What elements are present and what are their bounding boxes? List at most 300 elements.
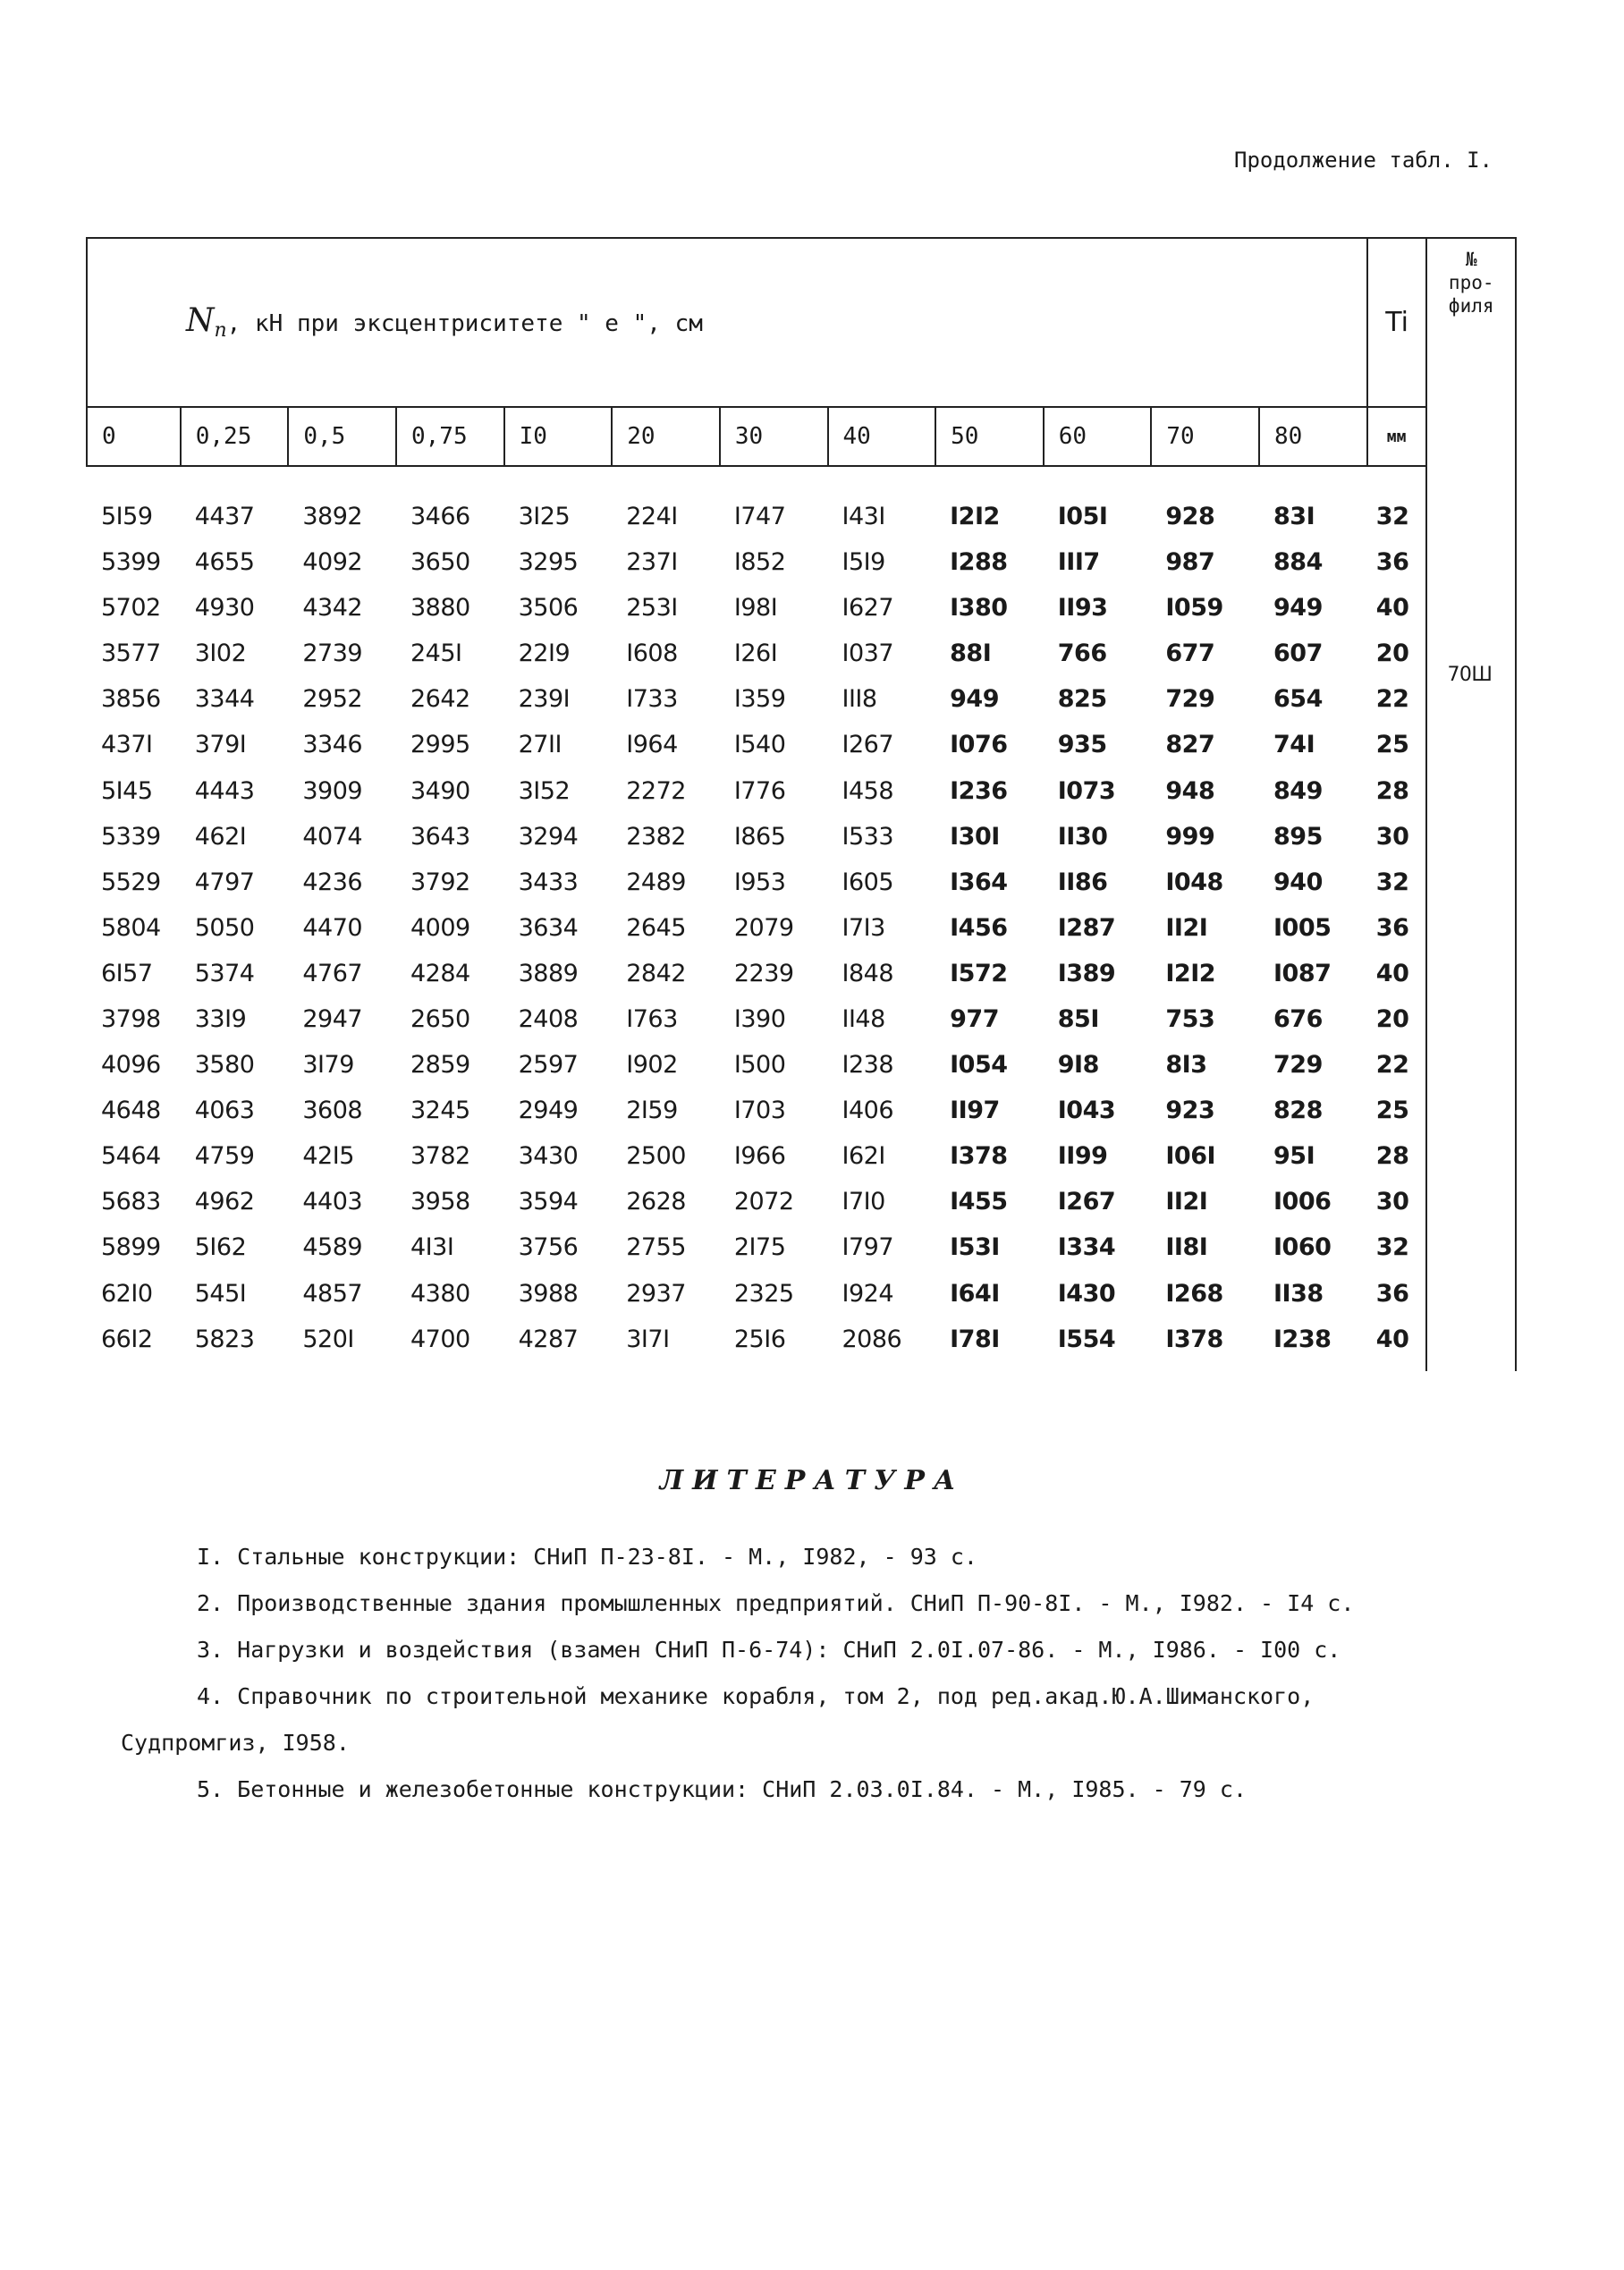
value-cell: II2I [1165, 1188, 1208, 1216]
value-cell: I059 [1165, 594, 1223, 623]
value-cell: 9I8 [1057, 1051, 1099, 1080]
value-cell: 2739 [302, 639, 363, 668]
table-title [87, 238, 1367, 407]
value-cell: 2937 [626, 1279, 686, 1308]
value-cell: 2272 [626, 776, 686, 805]
value-cell: I733 [626, 685, 678, 714]
value-cell: 2650 [410, 1004, 470, 1033]
value-cell: 4009 [410, 913, 470, 942]
literature-list [121, 1534, 1467, 1813]
value-cell: 2086 [842, 1325, 902, 1353]
e-header-cell: 0,5 [288, 407, 396, 466]
value-cell: 3490 [410, 776, 470, 805]
value-cell: 923 [1165, 1097, 1215, 1125]
value-cell: II99 [1057, 1142, 1108, 1171]
value-cell: 74I [1273, 731, 1315, 759]
value-cell: 4236 [302, 868, 363, 896]
value-cell: 3245 [410, 1097, 470, 1125]
value-cell: 62I0 [101, 1279, 153, 1308]
value-cell: 520I [302, 1325, 354, 1353]
literature-item-text: 2. Производственные здания промышленных предприятий. СНиП П-90-8I. - М., I982. - I4 с. [197, 1590, 1355, 1616]
value-cell: III7 [1057, 548, 1100, 577]
value-cell: I268 [1165, 1279, 1223, 1308]
value-cell: I703 [733, 1097, 786, 1125]
value-cell: 33I9 [194, 1004, 247, 1033]
value-cell: I30I [950, 822, 1000, 851]
table-row [87, 539, 1516, 585]
value-cell: 5050 [194, 913, 255, 942]
value-cell: 677 [1165, 639, 1215, 668]
value-cell: 5529 [101, 868, 161, 896]
value-cell: 6I57 [101, 959, 153, 987]
value-cell: I78I [950, 1325, 1000, 1353]
value-cell: 3909 [302, 776, 363, 805]
thickness-cell: 22 [1367, 1042, 1427, 1088]
table-row [87, 951, 1516, 996]
value-cell: 3I52 [518, 776, 571, 805]
literature-item-text: 4. Справочник по строительной механике корабля, том 2, под ред.акад.Ю.А.Шиманcкого, [197, 1683, 1315, 1709]
thickness-cell: 40 [1367, 585, 1427, 631]
value-cell: I608 [626, 639, 678, 668]
eccentricity-header-row [87, 407, 1516, 466]
value-cell: 4797 [194, 868, 255, 896]
e-header-cell: 20 [612, 407, 720, 466]
value-cell: 3608 [302, 1097, 363, 1125]
value-cell: 85I [1057, 1004, 1099, 1033]
value-cell: I455 [950, 1188, 1008, 1216]
table-row [87, 722, 1516, 767]
value-cell: 4380 [410, 1279, 470, 1308]
value-cell: II38 [1273, 1279, 1324, 1308]
value-cell: II8I [1165, 1233, 1208, 1262]
value-cell: 88I [950, 639, 992, 668]
value-cell: 95I [1273, 1142, 1315, 1171]
profile-header-line: № [1465, 249, 1477, 270]
value-cell: I364 [950, 868, 1008, 896]
value-cell: I236 [950, 776, 1008, 805]
profile-header-line: про- [1448, 272, 1494, 293]
e-header-cell: 30 [720, 407, 828, 466]
value-cell: I238 [1273, 1325, 1332, 1353]
literature-item-text: I. Стальные конструкции: СНиП П-23-8I. - М., I982, - 93 с. [197, 1544, 977, 1570]
value-cell: 3889 [518, 959, 579, 987]
value-cell: I848 [842, 959, 893, 987]
value-cell: 3344 [194, 685, 255, 714]
value-cell: 2382 [626, 822, 686, 851]
value-cell: 3756 [518, 1233, 579, 1262]
e-header-cell: 70 [1151, 407, 1259, 466]
value-cell: 3792 [410, 868, 470, 896]
value-cell: 2597 [518, 1051, 579, 1080]
thickness-cell: 20 [1367, 631, 1427, 676]
value-cell: I572 [950, 959, 1008, 987]
value-cell: 827 [1165, 731, 1215, 759]
value-cell: 4403 [302, 1188, 363, 1216]
force-symbol: N [186, 302, 215, 340]
value-cell: I378 [950, 1142, 1008, 1171]
e-header-cell: 0,25 [181, 407, 289, 466]
value-cell: I060 [1273, 1233, 1332, 1262]
value-cell: 2949 [518, 1097, 579, 1125]
value-cell: I267 [1057, 1188, 1116, 1216]
value-cell: 3I79 [302, 1051, 354, 1080]
literature-item [197, 1766, 1467, 1813]
value-cell: 3I02 [194, 639, 247, 668]
value-cell: II97 [950, 1097, 1000, 1125]
continuation-label: Продолжение табл. I. [1234, 148, 1493, 173]
value-cell: 4287 [518, 1325, 579, 1353]
value-cell: I076 [950, 731, 1008, 759]
table-row [87, 676, 1516, 722]
value-cell: 5I62 [194, 1233, 247, 1262]
eccentricity-table [86, 237, 1517, 1371]
value-cell: 3634 [518, 913, 579, 942]
value-cell: 2842 [626, 959, 686, 987]
value-cell: 25I6 [733, 1325, 786, 1353]
force-subscript: n [214, 319, 227, 343]
value-cell: I902 [626, 1051, 678, 1080]
value-cell: I797 [842, 1233, 893, 1262]
value-cell: I380 [950, 594, 1008, 623]
value-cell: I627 [842, 594, 893, 623]
value-cell: I430 [1057, 1279, 1116, 1308]
value-cell: 3433 [518, 868, 579, 896]
value-cell: 5899 [101, 1233, 161, 1262]
value-cell: I390 [733, 1004, 786, 1033]
literature-title: ЛИТЕРАТУРА [659, 1465, 965, 1496]
value-cell: 729 [1165, 685, 1215, 714]
thickness-cell: 28 [1367, 1133, 1427, 1179]
value-cell: 895 [1273, 822, 1323, 851]
value-cell: 3466 [410, 503, 470, 530]
value-cell: 999 [1165, 822, 1215, 851]
value-cell: 949 [950, 685, 999, 714]
value-cell: 884 [1273, 548, 1323, 577]
value-cell: 940 [1273, 868, 1323, 896]
thickness-cell: 32 [1367, 860, 1427, 905]
value-cell: I605 [842, 868, 893, 896]
value-cell: 4648 [101, 1097, 161, 1125]
table-row [87, 1042, 1516, 1088]
value-cell: I005 [1273, 913, 1332, 942]
value-cell: 2755 [626, 1233, 686, 1262]
value-cell: I06I [1165, 1142, 1216, 1171]
value-cell: I776 [733, 776, 786, 805]
value-cell: 462I [194, 822, 247, 851]
value-cell: 2072 [733, 1188, 794, 1216]
value-cell: 654 [1273, 685, 1323, 714]
value-cell: 935 [1057, 731, 1107, 759]
value-cell: 3430 [518, 1142, 579, 1171]
value-cell: 3958 [410, 1188, 470, 1216]
value-cell: 849 [1273, 776, 1323, 805]
value-cell: II93 [1057, 594, 1108, 623]
table-row [87, 1224, 1516, 1270]
table-row [87, 1179, 1516, 1224]
literature-item [121, 1673, 1467, 1766]
value-cell: I456 [950, 913, 1008, 942]
value-cell: 825 [1057, 685, 1107, 714]
value-cell: 4759 [194, 1142, 255, 1171]
thickness-cell: 32 [1367, 1224, 1427, 1270]
value-cell: 4284 [410, 959, 470, 987]
value-cell: I043 [1057, 1097, 1116, 1125]
table-row [87, 631, 1516, 676]
e-header-cell: 40 [828, 407, 936, 466]
value-cell: I406 [842, 1097, 893, 1125]
value-cell: I054 [950, 1051, 1008, 1080]
value-cell: 828 [1273, 1097, 1323, 1125]
value-cell: I238 [842, 1051, 893, 1080]
value-cell: 66I2 [101, 1325, 153, 1353]
value-cell: III8 [842, 685, 877, 714]
profile-cell [1426, 466, 1516, 1371]
value-cell: I7I3 [842, 913, 885, 942]
value-cell: I966 [733, 1142, 786, 1171]
value-cell: 4092 [302, 548, 363, 577]
value-cell: I073 [1057, 776, 1116, 805]
table-row [87, 1271, 1516, 1317]
thickness-cell: 36 [1367, 1271, 1427, 1317]
e-header-cell: 60 [1044, 407, 1152, 466]
value-cell: I554 [1057, 1325, 1116, 1353]
value-cell: 676 [1273, 1004, 1323, 1033]
table-row [87, 860, 1516, 905]
value-cell: 83I [1273, 503, 1315, 530]
value-cell: 4962 [194, 1188, 255, 1216]
table-body [87, 466, 1516, 1371]
value-cell: 3782 [410, 1142, 470, 1171]
value-cell: I53I [950, 1233, 1000, 1262]
profile-header [1426, 238, 1516, 466]
value-cell: I865 [733, 822, 786, 851]
thickness-cell: 25 [1367, 1088, 1427, 1133]
value-cell: 3295 [518, 548, 579, 577]
value-cell: I953 [733, 868, 786, 896]
value-cell: 239I [518, 685, 571, 714]
table-row [87, 1133, 1516, 1179]
value-cell: 3506 [518, 594, 579, 623]
value-cell: I43I [842, 503, 885, 530]
literature-item-continuation: Судпромгиз, I958. [121, 1730, 350, 1756]
value-cell: 2645 [626, 913, 686, 942]
value-cell: 22I9 [518, 639, 571, 668]
value-cell: I2I2 [1165, 959, 1216, 987]
value-cell: 4655 [194, 548, 255, 577]
table-row [87, 814, 1516, 860]
mm-header: мм [1367, 407, 1427, 466]
value-cell: I006 [1273, 1188, 1332, 1216]
table-row [87, 1317, 1516, 1371]
value-cell: 2325 [733, 1279, 794, 1308]
value-cell: 437I [101, 731, 153, 759]
profile-value: 70Ш [1447, 664, 1493, 687]
value-cell: 4930 [194, 594, 255, 623]
value-cell: I2I2 [950, 503, 1000, 530]
value-cell: 3I25 [518, 503, 571, 530]
value-cell: 977 [950, 1004, 999, 1033]
value-cell: I62I [842, 1142, 885, 1171]
value-cell: 3856 [101, 685, 161, 714]
value-cell: 2995 [410, 731, 470, 759]
value-cell: I334 [1057, 1233, 1116, 1262]
value-cell: I7I0 [842, 1188, 885, 1216]
thickness-cell: 36 [1367, 905, 1427, 951]
value-cell: 3594 [518, 1188, 579, 1216]
e-header-cell: 80 [1259, 407, 1367, 466]
literature-item-text: 3. Нагрузки и воздействия (взамен СНиП П-6-74): СНиП 2.0I.07-86. - М., I986. - I00 с. [197, 1637, 1341, 1663]
value-cell: 545I [194, 1279, 247, 1308]
value-cell: 2628 [626, 1188, 686, 1216]
value-cell: 5399 [101, 548, 161, 577]
thickness-cell: 28 [1367, 767, 1427, 813]
value-cell: 766 [1057, 639, 1107, 668]
literature-item [197, 1580, 1467, 1627]
thickness-cell: 36 [1367, 539, 1427, 585]
literature-item-text: 5. Бетонные и железобетонные конструкции: СНиП 2.03.0I.84. - М., I985. - 79 с. [197, 1776, 1247, 1802]
e-header-cell: 50 [935, 407, 1044, 466]
value-cell: 3346 [302, 731, 363, 759]
value-cell: 4I3I [410, 1233, 454, 1262]
value-cell: 948 [1165, 776, 1215, 805]
value-cell: 3I7I [626, 1325, 670, 1353]
value-cell: 3294 [518, 822, 579, 851]
value-cell: 729 [1273, 1051, 1323, 1080]
value-cell: I500 [733, 1051, 786, 1080]
value-cell: I288 [950, 548, 1008, 577]
value-cell: 245I [410, 639, 462, 668]
value-cell: I458 [842, 776, 893, 805]
table-title-text: , кН при эксцентриситете " e ", см [226, 310, 703, 338]
value-cell: 2500 [626, 1142, 686, 1171]
thickness-cell: 25 [1367, 722, 1427, 767]
value-cell: 8I3 [1165, 1051, 1207, 1080]
value-cell: 5823 [194, 1325, 255, 1353]
table-row [87, 1088, 1516, 1133]
value-cell: I05I [1057, 503, 1108, 530]
value-cell: 4589 [302, 1233, 363, 1262]
value-cell: 928 [1165, 503, 1215, 530]
value-cell: 253I [626, 594, 678, 623]
value-cell: 2079 [733, 913, 794, 942]
value-cell: 4342 [302, 594, 363, 623]
value-cell: 3988 [518, 1279, 579, 1308]
value-cell: 3643 [410, 822, 470, 851]
value-cell: I533 [842, 822, 893, 851]
value-cell: 3650 [410, 548, 470, 577]
value-cell: 4063 [194, 1097, 255, 1125]
thickness-cell: 30 [1367, 1179, 1427, 1224]
value-cell: 5I59 [101, 503, 153, 530]
value-cell: 4437 [194, 503, 255, 530]
value-cell: 5464 [101, 1142, 161, 1171]
value-cell: 5702 [101, 594, 161, 623]
value-cell: II2I [1165, 913, 1208, 942]
value-cell: I26I [733, 639, 778, 668]
value-cell: 5683 [101, 1188, 161, 1216]
thickness-cell: 40 [1367, 1317, 1427, 1371]
value-cell: 4443 [194, 776, 255, 805]
value-cell: II48 [842, 1004, 885, 1033]
value-cell: 5804 [101, 913, 161, 942]
value-cell: 42I5 [302, 1142, 354, 1171]
value-cell: I747 [733, 503, 786, 530]
value-cell: 2408 [518, 1004, 579, 1033]
value-cell: I98I [733, 594, 778, 623]
value-cell: I378 [1165, 1325, 1223, 1353]
value-cell: I359 [733, 685, 786, 714]
e-header-cell: 0,75 [396, 407, 504, 466]
value-cell: 2489 [626, 868, 686, 896]
value-cell: 5I45 [101, 776, 153, 805]
value-cell: 3798 [101, 1004, 161, 1033]
value-cell: I037 [842, 639, 893, 668]
value-cell: I048 [1165, 868, 1223, 896]
value-cell: 4074 [302, 822, 363, 851]
value-cell: 27II [518, 731, 562, 759]
value-cell: 2642 [410, 685, 470, 714]
thickness-cell: 20 [1367, 996, 1427, 1042]
value-cell: 5339 [101, 822, 161, 851]
value-cell: 4700 [410, 1325, 470, 1353]
value-cell: 3577 [101, 639, 161, 668]
value-cell: 753 [1165, 1004, 1215, 1033]
e-header-cell: I0 [504, 407, 613, 466]
value-cell: 4767 [302, 959, 363, 987]
value-cell: 4470 [302, 913, 363, 942]
value-cell: I267 [842, 731, 893, 759]
literature-item [197, 1627, 1467, 1673]
value-cell: I5I9 [842, 548, 885, 577]
value-cell: 4857 [302, 1279, 363, 1308]
literature-item [197, 1534, 1467, 1580]
value-cell: I964 [626, 731, 678, 759]
value-cell: 4096 [101, 1051, 161, 1080]
value-cell: I540 [733, 731, 786, 759]
value-cell: I64I [950, 1279, 1000, 1308]
ti-header: Ti [1367, 238, 1427, 407]
value-cell: I087 [1273, 959, 1332, 987]
profile-header-line: филя [1448, 295, 1494, 317]
value-cell: II86 [1057, 868, 1108, 896]
value-cell: I852 [733, 548, 786, 577]
thickness-cell: 32 [1367, 466, 1427, 539]
value-cell: 949 [1273, 594, 1323, 623]
value-cell: 3580 [194, 1051, 255, 1080]
value-cell: 3880 [410, 594, 470, 623]
value-cell: 2I59 [626, 1097, 678, 1125]
value-cell: 3892 [302, 503, 363, 530]
value-cell: I287 [1057, 913, 1116, 942]
value-cell: II30 [1057, 822, 1108, 851]
value-cell: 2239 [733, 959, 794, 987]
table-row [87, 466, 1516, 539]
value-cell: I389 [1057, 959, 1116, 987]
table-row [87, 585, 1516, 631]
value-cell: I763 [626, 1004, 678, 1033]
value-cell: 607 [1273, 639, 1323, 668]
value-cell: 5374 [194, 959, 255, 987]
thickness-cell: 22 [1367, 676, 1427, 722]
load-table [86, 237, 1517, 1371]
value-cell: I924 [842, 1279, 893, 1308]
value-cell: 2859 [410, 1051, 470, 1080]
value-cell: 379I [194, 731, 247, 759]
thickness-cell: 30 [1367, 814, 1427, 860]
value-cell: 2952 [302, 685, 363, 714]
value-cell: 224I [626, 503, 678, 530]
e-header-cell: 0 [87, 407, 181, 466]
